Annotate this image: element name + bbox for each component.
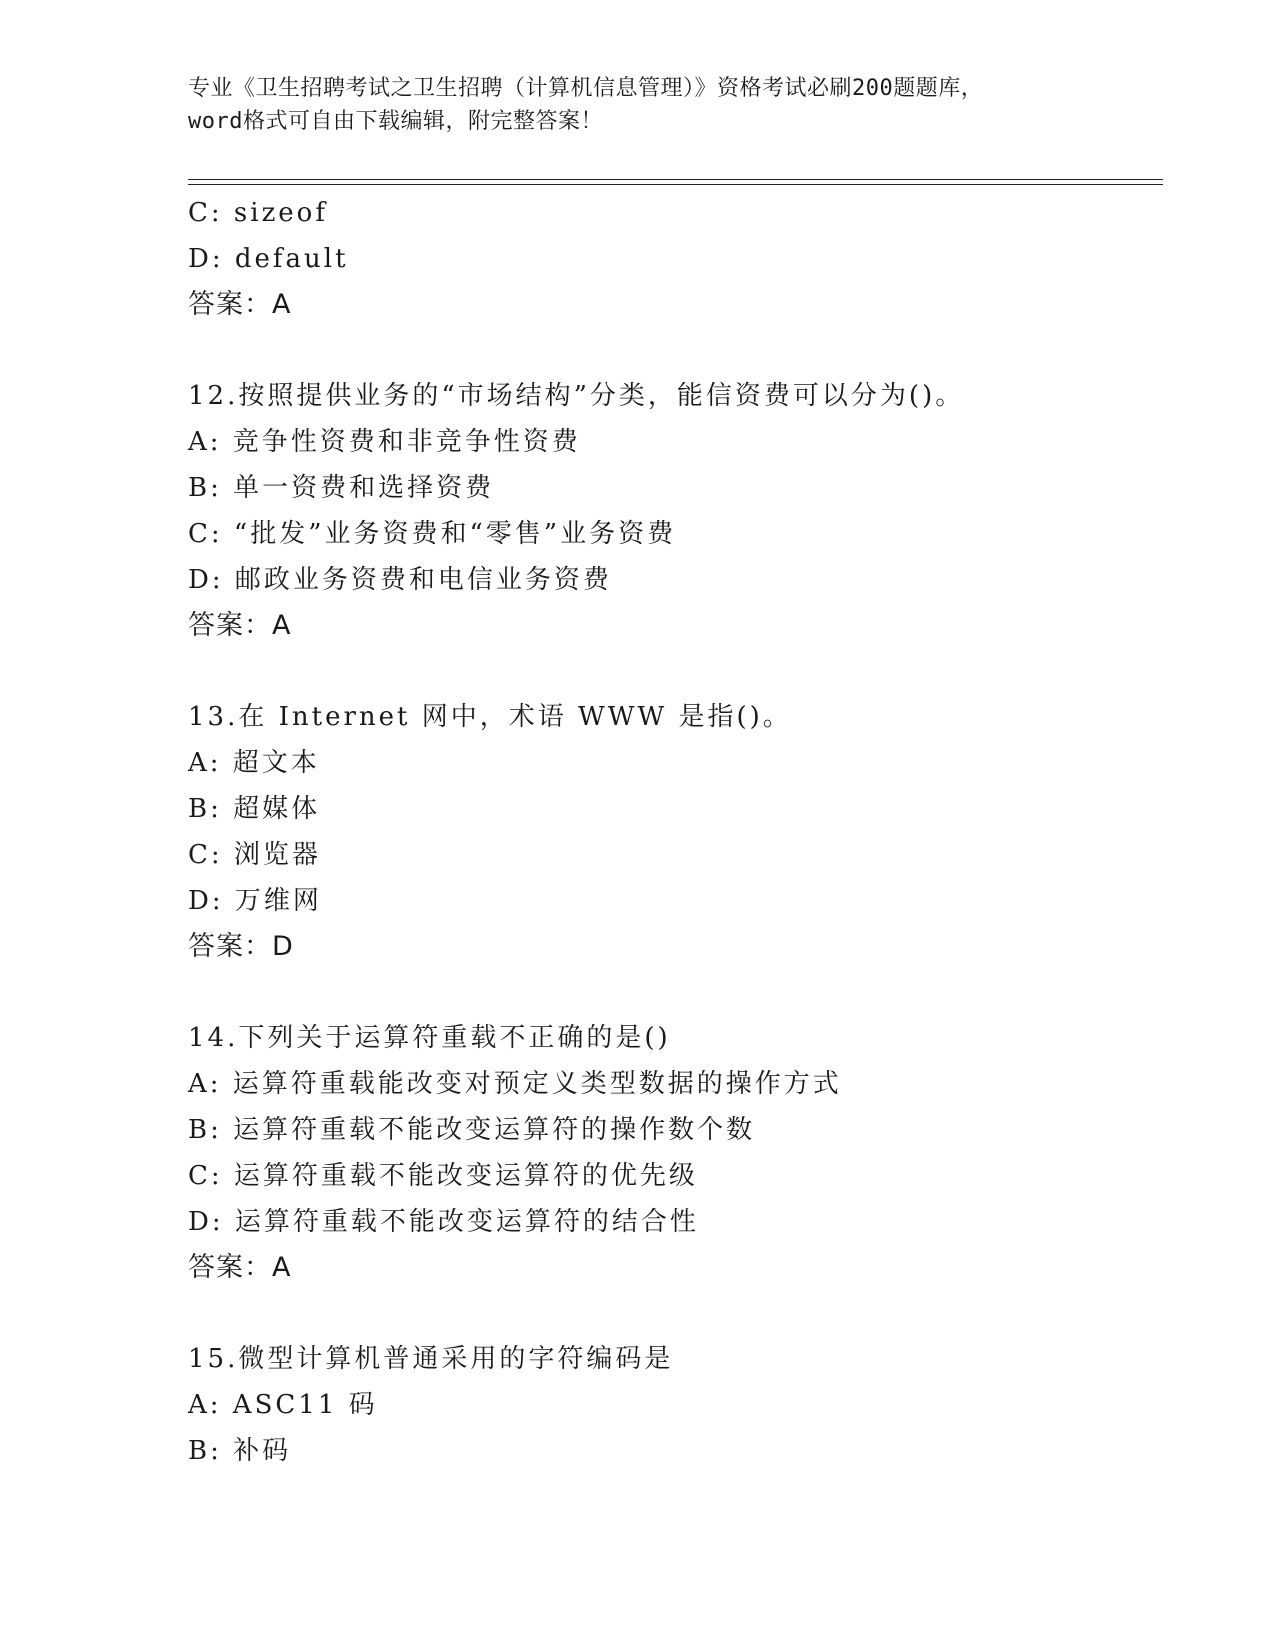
question-stem: 12.按照提供业务的“市场结构”分类，能信资费可以分为()。 — [188, 381, 965, 411]
option-d: D: default — [188, 244, 349, 274]
answer-line: 答案：A — [188, 289, 292, 320]
option-b: B: 补码 — [188, 1436, 292, 1466]
question-14 — [188, 1015, 1148, 1291]
option-b: B: 运算符重载不能改变运算符的操作数个数 — [188, 1115, 756, 1145]
question-12 — [188, 373, 1148, 649]
option-d: D: 运算符重载不能改变运算符的结合性 — [188, 1207, 699, 1237]
question-list — [188, 190, 1148, 1474]
option-c: C: sizeof — [188, 198, 328, 228]
header-rule-bottom — [188, 184, 1163, 185]
option-a: A: 运算符重载能改变对预定义类型数据的操作方式 — [188, 1069, 842, 1099]
option-d: D: 邮政业务资费和电信业务资费 — [188, 565, 612, 595]
option-b: B: 单一资费和选择资费 — [188, 473, 495, 503]
option-c: C: 浏览器 — [188, 840, 321, 870]
question-11-tail — [188, 190, 1148, 328]
question-stem: 14.下列关于运算符重载不正确的是() — [188, 1023, 671, 1053]
answer-line: 答案：A — [188, 1252, 292, 1283]
question-13 — [188, 694, 1148, 970]
option-c: C: “批发”业务资费和“零售”业务资费 — [188, 519, 677, 549]
header-title-line-1: 专业《卫生招聘考试之卫生招聘（计算机信息管理）》资格考试必刷200题题库， — [188, 76, 984, 101]
option-b: B: 超媒体 — [188, 794, 321, 824]
header-title-line-2: word格式可自由下载编辑，附完整答案！ — [188, 109, 603, 134]
question-stem: 15.微型计算机普通采用的字符编码是 — [188, 1344, 674, 1374]
option-a: A: ASC11 码 — [188, 1390, 378, 1420]
header-rule-top — [188, 179, 1163, 180]
answer-line: 答案：D — [188, 931, 294, 962]
question-15 — [188, 1336, 1148, 1474]
option-d: D: 万维网 — [188, 886, 322, 916]
document-header — [188, 72, 1088, 138]
question-stem: 13.在 Internet 网中，术语 WWW 是指()。 — [188, 702, 792, 732]
answer-line: 答案：A — [188, 610, 292, 641]
option-a: A: 竞争性资费和非竞争性资费 — [188, 427, 581, 457]
option-c: C: 运算符重载不能改变运算符的优先级 — [188, 1161, 698, 1191]
option-a: A: 超文本 — [188, 748, 320, 778]
